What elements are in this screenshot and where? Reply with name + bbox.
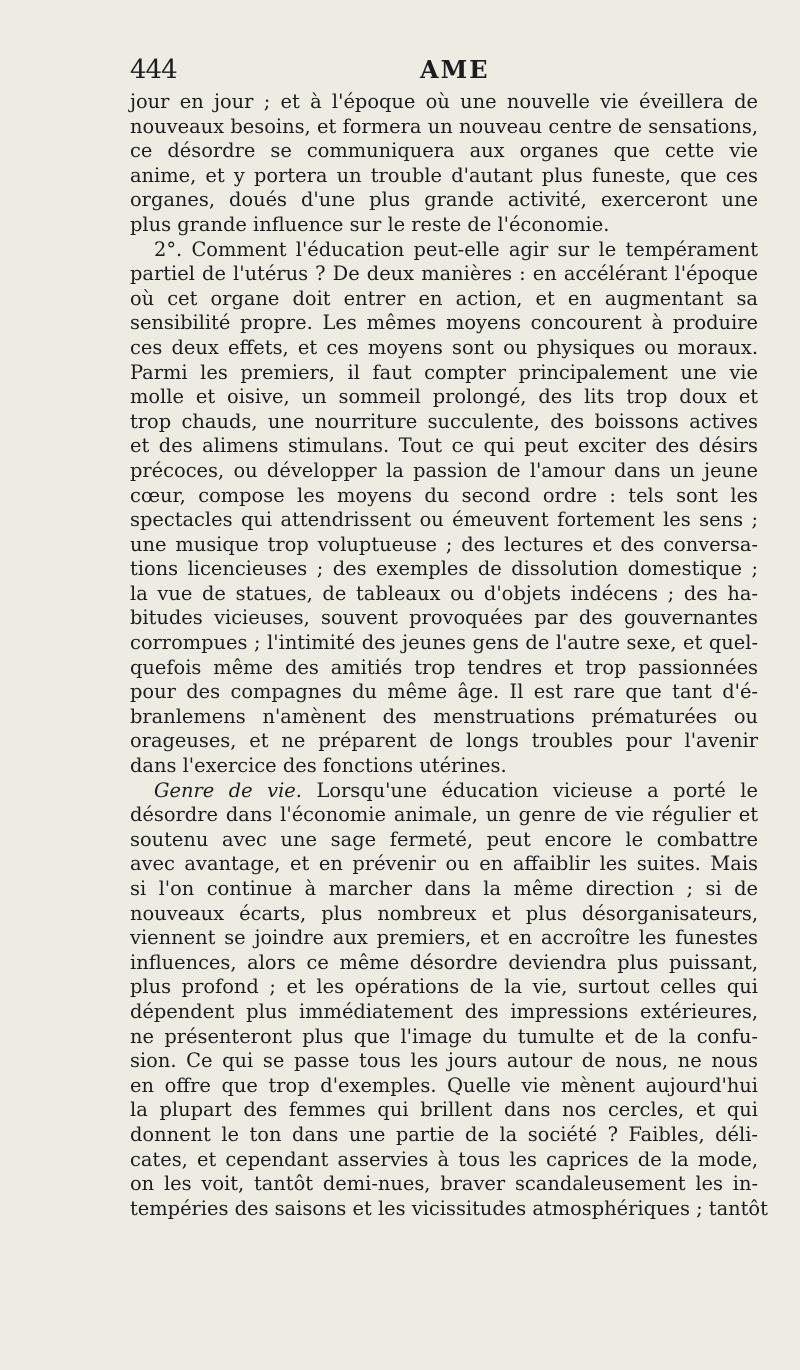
text-line: ne présenteront plus que l'image du tumulte et de la confu-: [130, 1024, 758, 1048]
text-line: la plupart des femmes qui brillent dans nos cercles, et qui: [130, 1098, 758, 1122]
text-line: soutenu avec une sage fermeté, peut encore le combattre: [130, 827, 758, 851]
body-text: [130, 90, 768, 1221]
text-line: en offre que trop d'exemples. Quelle vie mènent aujourd'hui: [130, 1073, 758, 1097]
page-number: 444: [130, 55, 177, 85]
text-line: [130, 779, 758, 804]
text-line: jour en jour ; et à l'époque où une nouvelle vie éveillera de: [130, 90, 758, 113]
text-line: donnent le ton dans une partie de la société ? Faibles, déli-: [130, 1122, 758, 1146]
text-line: ce désordre se communiquera aux organes que cette vie: [130, 139, 758, 163]
text-line: plus grande influence sur le reste de l'économie.: [130, 212, 610, 236]
page-header: [130, 55, 758, 89]
text-line: précoces, ou développer la passion de l'amour dans un jeune: [130, 458, 758, 482]
text-line: si l'on continue à marcher dans la même direction ; si de: [130, 877, 758, 900]
text-line: partiel de l'utérus ? De deux manières : en accélérant l'époque: [130, 262, 758, 286]
text-line: désordre dans l'économie animale, un genre de vie régulier et: [130, 803, 758, 827]
text-line: sensibilité propre. Les mêmes moyens concourent à produire: [130, 311, 758, 335]
text-line: une musique trop voluptueuse ; des lectures et des conversa-: [130, 532, 758, 556]
text-line: avec avantage, et en prévenir ou en affaiblir les suites. Mais: [130, 852, 758, 876]
text-line: orageuses, et ne préparent de longs troubles pour l'avenir: [130, 729, 758, 753]
text-line: pour des compagnes du même âge. Il est rare que tant d'é-: [130, 680, 758, 704]
text-line: la vue de statues, de tableaux ou d'objets indécens ; des ha-: [130, 581, 758, 605]
text-line: on les voit, tantôt demi-nues, braver scandaleusement les in-: [130, 1172, 758, 1196]
text-line: cates, et cependant asservies à tous les caprices de la mode,: [130, 1147, 758, 1171]
text-line: tempéries des saisons et les vicissitudes atmosphériques ; tantôt: [130, 1196, 768, 1220]
text-line: branlemens n'amènent des menstruations prématurées ou: [130, 704, 758, 728]
text-line: ces deux effets, et ces moyens sont ou physiques ou moraux.: [130, 335, 758, 359]
text-line: corrompues ; l'intimité des jeunes gens de l'autre sexe, et quel-: [130, 631, 758, 655]
text-line: dans l'exercice des fonctions utérines.: [130, 754, 507, 778]
text-line: molle et oisive, un sommeil prolongé, des lits trop doux et: [130, 385, 758, 409]
text-line: trop chauds, une nourriture succulente, des boissons actives: [130, 409, 758, 433]
text-line: anime, et y portera un trouble d'autant plus funeste, que ces: [130, 163, 758, 187]
text-line: plus profond ; et les opérations de la vie, surtout celles qui: [130, 975, 758, 999]
text-line: cœur, compose les moyens du second ordre : tels sont les: [130, 483, 758, 507]
text-line: nouveaux besoins, et formera un nouveau centre de sensations,: [130, 114, 758, 138]
text-line: sion. Ce qui se passe tous les jours autour de nous, ne nous: [130, 1049, 758, 1073]
text-line: tions licencieuses ; des exemples de dissolution domestique ;: [130, 557, 758, 581]
text-line: quefois même des amitiés trop tendres et trop passionnées: [130, 655, 758, 679]
text-line: spectacles qui attendrissent ou émeuvent fortement les sens ;: [130, 508, 758, 532]
heading-line-rest: Lorsqu'une éducation vicieuse a porté le: [316, 778, 758, 802]
text-line: 2°. Comment l'éducation peut-elle agir sur le tempérament: [154, 237, 758, 261]
running-head: AME: [420, 55, 490, 84]
text-line: influences, alors ce même désordre deviendra plus puissant,: [130, 950, 758, 974]
text-line: bitudes vicieuses, souvent provoquées par des gouvernantes: [130, 606, 758, 630]
text-line: viennent se joindre aux premiers, et en accroître les funestes: [130, 926, 758, 950]
text-line: Parmi les premiers, il faut compter principalement une vie: [130, 360, 758, 384]
section-heading: Genre de vie.: [154, 778, 302, 802]
text-line: nouveaux écarts, plus nombreux et plus désorganisateurs,: [130, 901, 758, 925]
text-line: organes, doués d'une plus grande activité, exerceront une: [130, 188, 758, 212]
text-line: dépendent plus immédiatement des impressions extérieures,: [130, 999, 758, 1023]
text-line: et des alimens stimulans. Tout ce qui peut exciter des désirs: [130, 434, 758, 458]
text-line: où cet organe doit entrer en action, et en augmentant sa: [130, 286, 758, 310]
